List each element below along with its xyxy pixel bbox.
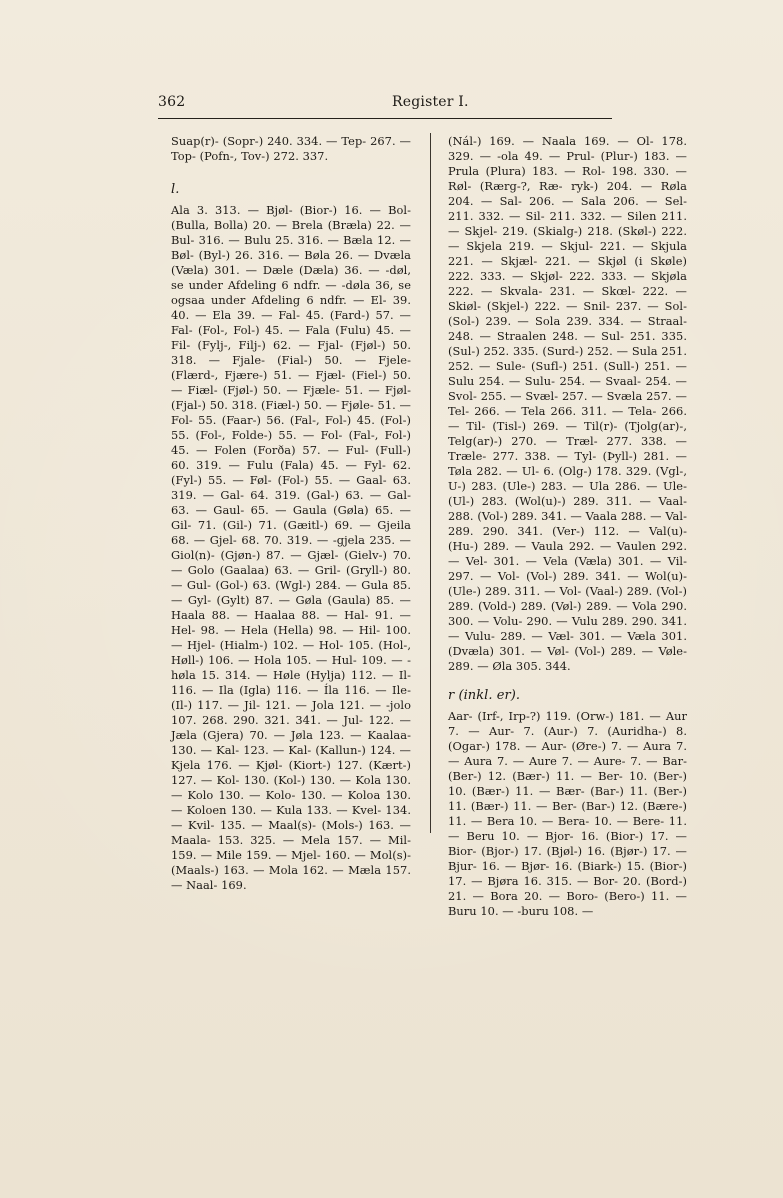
page-number: 362 [158,94,186,110]
running-title: Register I. [392,94,469,110]
left-section-entries: Ala 3. 313. — Bjøl- (Bior-) 16. — Bol- (Bulla, Bolla) 20. — Brela (Bræla) 22. — Bul- 316. — Bulu 25. 316. — Bæla 12. — Bøl- (Byl-) 26. 316. — Bøla 26. — Dvæla (Væla) 301. — Dæle (Dæla) 36. — -døl, se under Afdeling 6 ndfr. — -døla 36, se ogsaa under Afdeling 6 ndfr. — El- 39. 40. — Ela 39. — Fal- 45. (Fard-) 57. — Fal- (Fol-, Fol-) 45. — Fala (Fulu) 45. — Fil- (Fylj-, Filj-) 62. — Fjal- (Fjøl-) 50. 318. — Fjale- (Fial-) 50. — Fjele- (Flærd-, Fjære-) 51. — Fjæl- (Fiel-) 50. — Fiæl- (Fjøl-) 50. — Fjæle- 51. — Fjøl- (Fjal-) 50. 318. (Fiæl-) 50. — Fjøle- 51. — Fol- 55. (Faar-) 56. (Fal-, Fol-) 45. (Fol-) 55. (Fol-, Folde-) 55. — Fol- (Fal-, Fol-) 45. — Folen (Forða) 57. — Ful- (Full-) 60. 319. — Fulu (Fala) 45. — Fyl- 62. (Fyl-) 55. — Føl- (Fol-) 55. — Gaal- 63. 319. — Gal- 64. 319. (Gal-) 63. — Gal- 63. — Gaul- 65. — Gaula (Gøla) 65. — Gil- 71. (Gil-) 71. (Gæitl-) 69. — Gjeila 68. — Gjel- 68. 70. 319. — -gjela 235. — Giol(n)- (Gjøn-) 87. — Gjæl- (Gielv-) 70. — Golo (Gaalaa) 63. — Gril- (Gryll-) 80. — Gul- (Gol-) 63. (Wgl-) 284. — Gula 85. — Gyl- (Gylt) 87. — Gøla (Gaula) 85. — Haala 88. — Haalaa 88. — Hal- 91. — Hel- 98. — Hela (Hella) 98. — Hil- 100. — Hjel- (Hialm-) 102. — Hol- 105. (Hol-, Høll-) 106. — Hola 105. — Hul- 109. — -høla 15. 314. — Høle (Hylja) 112. — Il- 116. — Ila (Igla) 116. — Íla 116. — Ile- (Il-) 117. — Jil- 121. — Jola 121. — -jolo 107. 268. 290. 321. 341. — Jul- 122. — Jæla (Gjera) 70. — Jøla 123. — Kaalaa- 130. — Kal- 123. — Kal- (Kallun-) 124. — Kjela 176. — Kjøl- (Kiort-) 127. (Kært-) 127. — Kol- 130. (Kol-) 130. — Kola 130. — Kolo 130. — Kolo- 130. — Koloa 130. — Koloen 130. — Kula 133. — Kvel- 134. — Kvil- 135. — Maal(s)- (Mols-) 163. — Maala- 153. 325. — Mela 157. — Mil- 159. — Mile 159. — Mjel- 160. — Mol(s)- (Maals-) 163. — Mola 162. — Mæla 157. — Naal- 169. [171,203,411,892]
header-rule [158,118,612,119]
section-heading-l: l. [171,182,180,197]
right-section-entries: Aar- (Irf-, Irp-?) 119. (Orw-) 181. — Aur 7. — Aur- 7. (Aur-) 7. (Auridha-) 8. (Ogar-) 178. — Aur- (Øre-) 7. — Aura 7. — Aura 7. — Aure 7. — Aure- 7. — Bar- (Ber-) 12. (Bær-) 11. — Ber- 10. (Ber-) 10. (Bær-) 11. — Bær- (Bar-) 11. (Ber-) 11. (Bær-) 11. — Ber- (Bar-) 12. (Bære-) 11. — Bera 10. — Bera- 10. — Bere- 11. — Beru 10. — Bjor- 16. (Bior-) 17. — Bior- (Bjor-) 17. (Bjøl-) 16. (Bjør-) 17. — Bjur- 16. — Bjør- 16. (Biark-) 15. (Bior-) 17. — Bjøra 16. 315. — Bor- 20. (Bord-) 21. — Bora 20. — Boro- (Bero-) 11. — Buru 10. — -buru 108. — [448,709,687,918]
page-header [158,94,612,112]
column-divider [430,133,431,833]
section-heading-r: r (inkl. er). [448,688,521,703]
right-continued-entries: (Nál-) 169. — Naala 169. — Ol- 178. 329. — -ola 49. — Prul- (Plur-) 183. — Prula (Plura) 183. — Rol- 198. 330. — Røl- (Rærg-?, Ræ- ryk-) 204. — Røla 204. — Sal- 206. — Sala 206. — Sel- 211. 332. — Sil- 211. 332. — Silen 211. — Skjel- 219. (Skialg-) 218. (Skøl-) 222. — Skjela 219. — Skjul- 221. — Skjula 221. — Skjæl- 221. — Skjøl (i Skøle) 222. 333. — Skjøl- 222. 333. — Skjøla 222. — Skvala- 231. — Skœl- 222. — Skiøl- (Skjel-) 222. — Snil- 237. — Sol- (Sol-) 239. — Sola 239. 334. — Straal- 248. — Straalen 248. — Sul- 251. 335. (Sul-) 252. 335. (Surd-) 252. — Sula 251. 252. — Sule- (Sufl-) 251. (Sull-) 251. — Sulu 254. — Sulu- 254. — Svaal- 254. — Svol- 255. — Svæl- 257. — Svæla 257. — Tel- 266. — Tela 266. 311. — Tela- 266. — Til- (Tisl-) 269. — Til(r)- (Tjolg(ar)-, Telg(ar)-) 270. — Træl- 277. 338. — Træle- 277. 338. — Tyl- (Þyll-) 281. — Tøla 282. — Ul- 6. (Olg-) 178. 329. (Vgl-, U-) 283. (Ule-) 283. — Ula 286. — Ule- (Ul-) 283. (Wol(u)-) 289. 311. — Vaal- 288. (Vol-) 289. 341. — Vaala 288. — Val- 289. 290. 341. (Ver-) 112. — Val(u)- (Hu-) 289. — Vaula 292. — Vaulen 292. — Vel- 301. — Vela (Væla) 301. — Vil- 297. — Vol- (Vol-) 289. 341. — Wol(u)- (Ule-) 289. 311. — Vol- (Vaal-) 289. (Vol-) 289. (Vold-) 289. (Vøl-) 289. — Vola 290. 300. — Volu- 290. — Vulu 289. 290. 341. — Vulu- 289. — Væl- 301. — Væla 301. (Dvæla) 301. — Vøl- (Vol-) 289. — Vøle- 289. — Øla 305. 344. [448,134,687,673]
left-continued-entries: Suap(r)- (Sopr-) 240. 334. — Tep- 267. — Top- (Pofn-, Tov-) 272. 337. [171,134,411,163]
left-column [171,134,411,893]
right-column [448,134,687,919]
